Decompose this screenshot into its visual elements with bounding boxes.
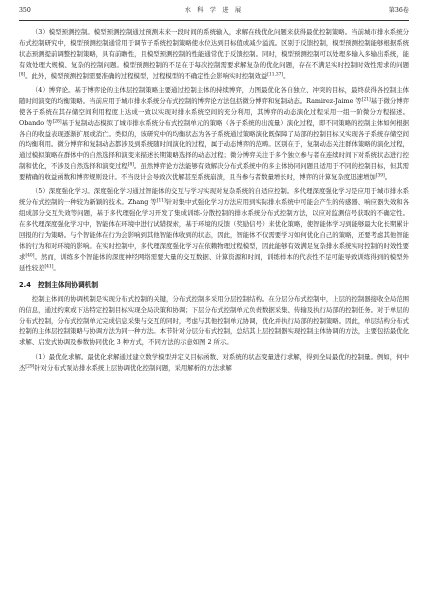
text-run: 针对分布式泵站排水系统上层协调优化控制问题，采用解析的方法求解 bbox=[34, 363, 232, 372]
section-heading bbox=[19, 280, 409, 290]
paragraph-coordination-intro bbox=[19, 294, 409, 349]
text-run: 。 bbox=[53, 263, 60, 272]
text-run: 基于复制动态模拟了城市排水系统分布式控制单元的策略（各子系统的出流量）演化过程，即不同策略的控制主体如何根据各自的收益表现逐渐扩展或消亡。类似的，该研究中的均衡状态为各子系统通过策略演化既保障了局部的控制目标又实现各子系统存储空间的均衡利用。微分博弈和复制动态都涉及到系统随时间演化的过程，属于动态博弈的范畴。区别在于，复制动态关注群体策略的演化过程，通过模拟策略在群体中的自然选择和演变来描述长期策略选择的动态过程；微分博弈关注于多个独立参与者在连续时间下对系统状态进行控制和优化，不涉及自然选择和演变过程 bbox=[19, 118, 409, 171]
citation-ref: [21] bbox=[361, 97, 371, 103]
page-number: 350 bbox=[19, 7, 31, 14]
journal-title: 水 科 学 进 展 bbox=[184, 7, 244, 14]
text-run: 。虽然博弈论方法能够有效解决分布式系统中的多主体协同问题且适用于不同的控制目标，但其需要精确的收益函数和博弈规则设计。不当设计会导致次优解甚至系统崩溃，且当参与者数量增长时，博弈的计算复杂度迅速增加 bbox=[19, 162, 409, 182]
citation-ref: [39] bbox=[375, 173, 385, 179]
text-run: 。此外，模型预测控制需要准确的过程模型，过程模型的不确定性会影响实时控制效益 bbox=[25, 71, 268, 80]
paragraph-deep-reinforcement-learning bbox=[19, 186, 409, 273]
text-run: 。 bbox=[283, 71, 290, 80]
text-run: （1）最优化求解。最优化求解通过建立数学模型并定义目标函数、对系统的状态变量进行求解，得到全局最优的控制量。例如，何中杰 bbox=[19, 352, 409, 372]
text-run: 针对集中式强化学习方法应用到实际排水系统中可能会产生的传感器、响应器失效和各组成部分交互失效等问题，基于多代理强化学习开发了集成训练-分散控制的排水系统分布式控制方法，以应对监测信号获取的不确定性。在多代理深度强化学习中，智能体在环境中进行试错探索，基于环境的反馈（奖励信号）来优化策略，使智能体学习到能够最大化长期累计回报的行为策略。与个智能体在行为会影响到其他智能体收到的状态，因此，智能体不仅需要学习如何优化自己的策略，还要考虑其他智能体的行为和对环境的影响。在实时控制中，多代理深度强化学习在依赖物理过程模型，因此能够有效满足复杂排水系统实时控制的时效性要求 bbox=[19, 198, 409, 261]
section-title: 控制主体间协调机制 bbox=[37, 280, 99, 289]
citation-ref: [8] bbox=[19, 72, 26, 78]
paragraph-model-predictive-control bbox=[19, 27, 409, 82]
paragraph-optimization-solving bbox=[19, 352, 409, 374]
citation-ref: [11] bbox=[156, 198, 166, 204]
running-header bbox=[19, 0, 409, 21]
text-run: （3）模型预测控制。模型预测控制通过预测未来一段时间的系统输入，求解在线优化问题来获得最优控制策略。当前城市排水系统分布式控制研究中，模型预测控制通常用于调节子系统控制策略使水位达到目标值或减少溢流。区别于反馈控制，模型预测控制能够根据系统状态预测提前调整控制策略，具有前瞻性，且模型预测控制的性能通常优于反馈控制。同时，模型预测控制可以处理多输入多输出系统，能有效处理大规模、复杂的控制问题。模型预测控制的不足在于每次控制需要求解复杂的优化问题，存在不满足实时控制时效性需求的问题 bbox=[19, 28, 409, 69]
citation-ref: [29] bbox=[25, 364, 35, 370]
section-number: 2.4 bbox=[19, 280, 31, 289]
text-run: 基于微分博弈使各子系统在其存储空间利用程度上达成一致以实现对排水系统空间的充分利用，其博弈的动态演化过程采用一组一阶微分方程描述。Obando 等 bbox=[19, 96, 409, 127]
page-body bbox=[19, 21, 409, 373]
text-run: （4）博弈论。基于博弈论的主体层控制策略主要通过控制主体的持续博弈，力图最优化各自独立、冲突的目标，最终获得各控制主体随时间演变的均衡策略。当前应用于城市排水系统分布式控制的博弈论方法包括微分博弈和复制动态。Ramirez-Jaime 等 bbox=[19, 85, 409, 105]
paragraph-game-theory bbox=[19, 85, 409, 183]
citation-ref: [40] bbox=[25, 253, 35, 259]
citation-ref: [11,37] bbox=[267, 72, 284, 78]
text-run: 控制主体间的协调机制是实现分布式控制的关键，分布式控制多采用分层控制结构。在分层分布式控制中，上层的控制器接收全局范围的信息，通过约束或下达特定控制目标实现全局决策和协调；下层分布式控制单元负责数据采集、传输及执行局部的控制任务。对于单层的分布式控制，分布式控制单元完成信息采集与交互的同时，考虑与其他控制单元协调，优化并执行局部的控制策略。因此，单层结构分布式控制的主体层控制策略与协调方法为同一种方法。本节针对分层分布式控制，总结其上层控制器实现控制主体协调的方法，主要包括最优化求解、启发式协调及参数协同优化 3 种方式，不同方法的示意如图 2 所示。 bbox=[19, 294, 409, 347]
text-run: （5）深度强化学习。深度强化学习通过智能体的交互与学习实现对复杂系统的自适应控制。多代理深度强化学习是应用于城市排水系统分布式控制的一种较为新颖的技术。Zhang 等 bbox=[19, 187, 409, 207]
citation-ref: [8] bbox=[127, 162, 134, 168]
citation-ref: [28] bbox=[52, 119, 62, 125]
text-run: 。然而，训练多个智能体的深度神经网络需要大量的交互数据、计算资源和时间，训练样本的代表性不足可能导致训练得到的模型外延性较差 bbox=[19, 252, 410, 272]
text-run: 。 bbox=[384, 173, 392, 182]
citation-ref: [41] bbox=[44, 264, 54, 270]
volume-label: 第36卷 bbox=[388, 7, 409, 14]
